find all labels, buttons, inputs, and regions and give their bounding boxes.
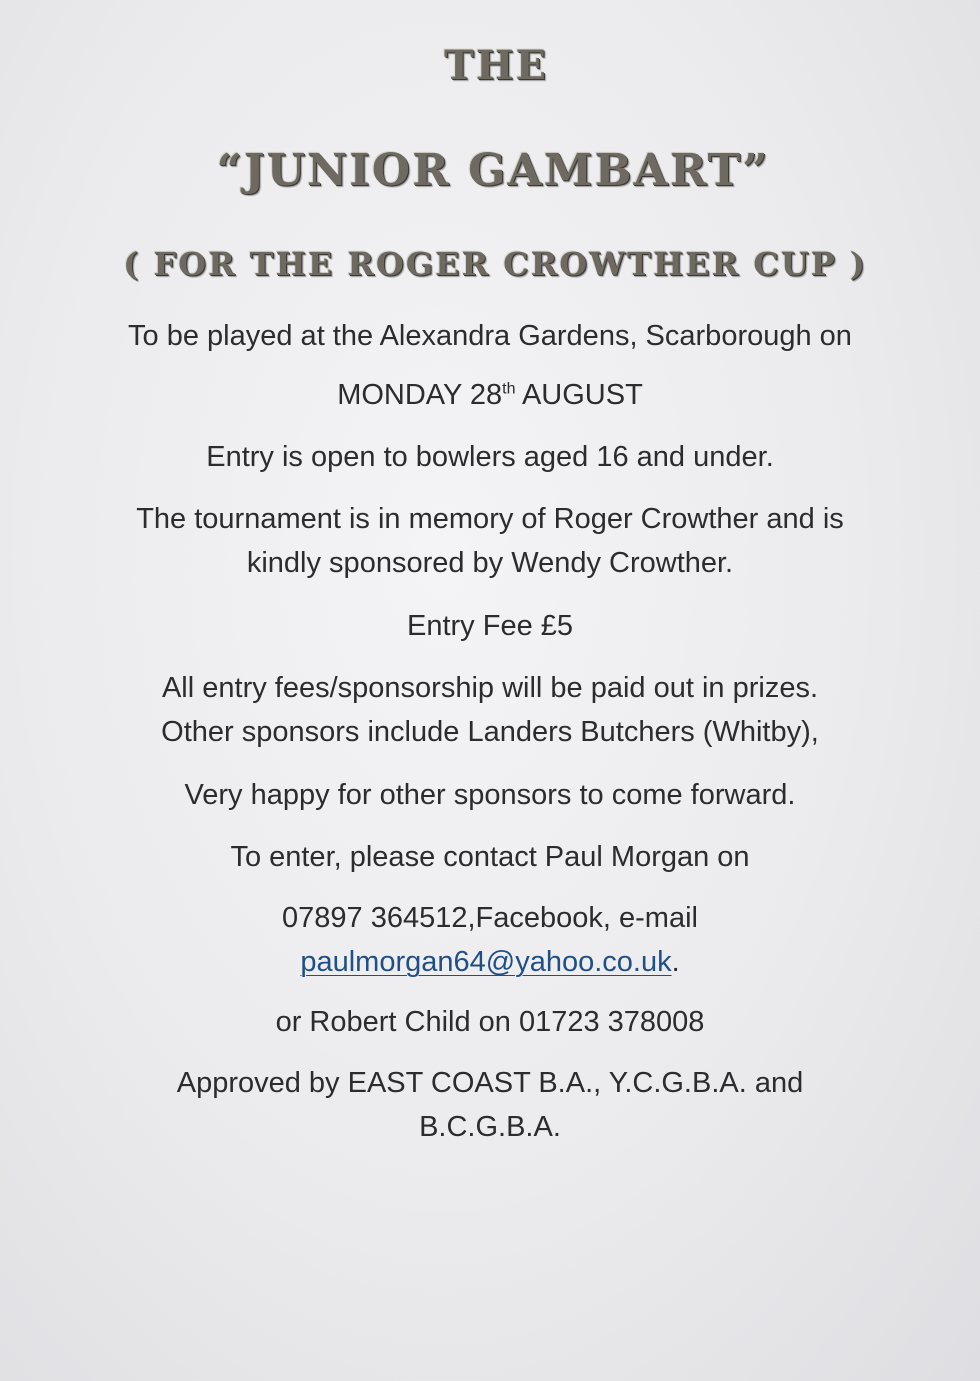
event-subtitle: ( FOR THE ROGER CROWTHER CUP ) — [123, 245, 867, 283]
approval-line-1: Approved by EAST COAST B.A., Y.C.G.B.A. and — [176, 1067, 804, 1099]
venue-line: To be played at the Alexandra Gardens, Scarborough on — [128, 320, 852, 352]
date-day: MONDAY 28 — [337, 379, 503, 411]
entry-fee: Entry Fee £5 — [406, 610, 574, 642]
contact-details: 07897 364512,Facebook, e-mail — [282, 902, 698, 934]
heading-the: THE — [443, 42, 549, 89]
sponsors-invite: Very happy for other sponsors to come forward. — [184, 779, 796, 811]
alt-contact: or Robert Child on 01723 378008 — [275, 1006, 705, 1038]
email-link[interactable]: paulmorgan64@yahoo.co.uk — [300, 946, 672, 978]
date-ordinal: th — [502, 380, 516, 398]
email-suffix: . — [671, 946, 680, 978]
eligibility-line: Entry is open to bowlers aged 16 and under. — [206, 441, 774, 473]
prizes-line-1: All entry fees/sponsorship will be paid out in prizes. — [161, 672, 819, 704]
email-line — [0, 940, 980, 984]
prizes-line-2: Other sponsors include Landers Butchers (Whitby), — [161, 716, 819, 748]
event-date — [0, 373, 980, 417]
event-title: “JUNIOR GAMBART” — [216, 145, 770, 196]
approval-line-2: B.C.G.B.A. — [419, 1111, 561, 1143]
memorial-line-2: kindly sponsored by Wendy Crowther. — [246, 547, 734, 579]
contact-intro: To enter, please contact Paul Morgan on — [230, 841, 750, 873]
date-month: AUGUST — [515, 379, 643, 411]
memorial-line-1: The tournament is in memory of Roger Crowther and is — [136, 503, 844, 535]
